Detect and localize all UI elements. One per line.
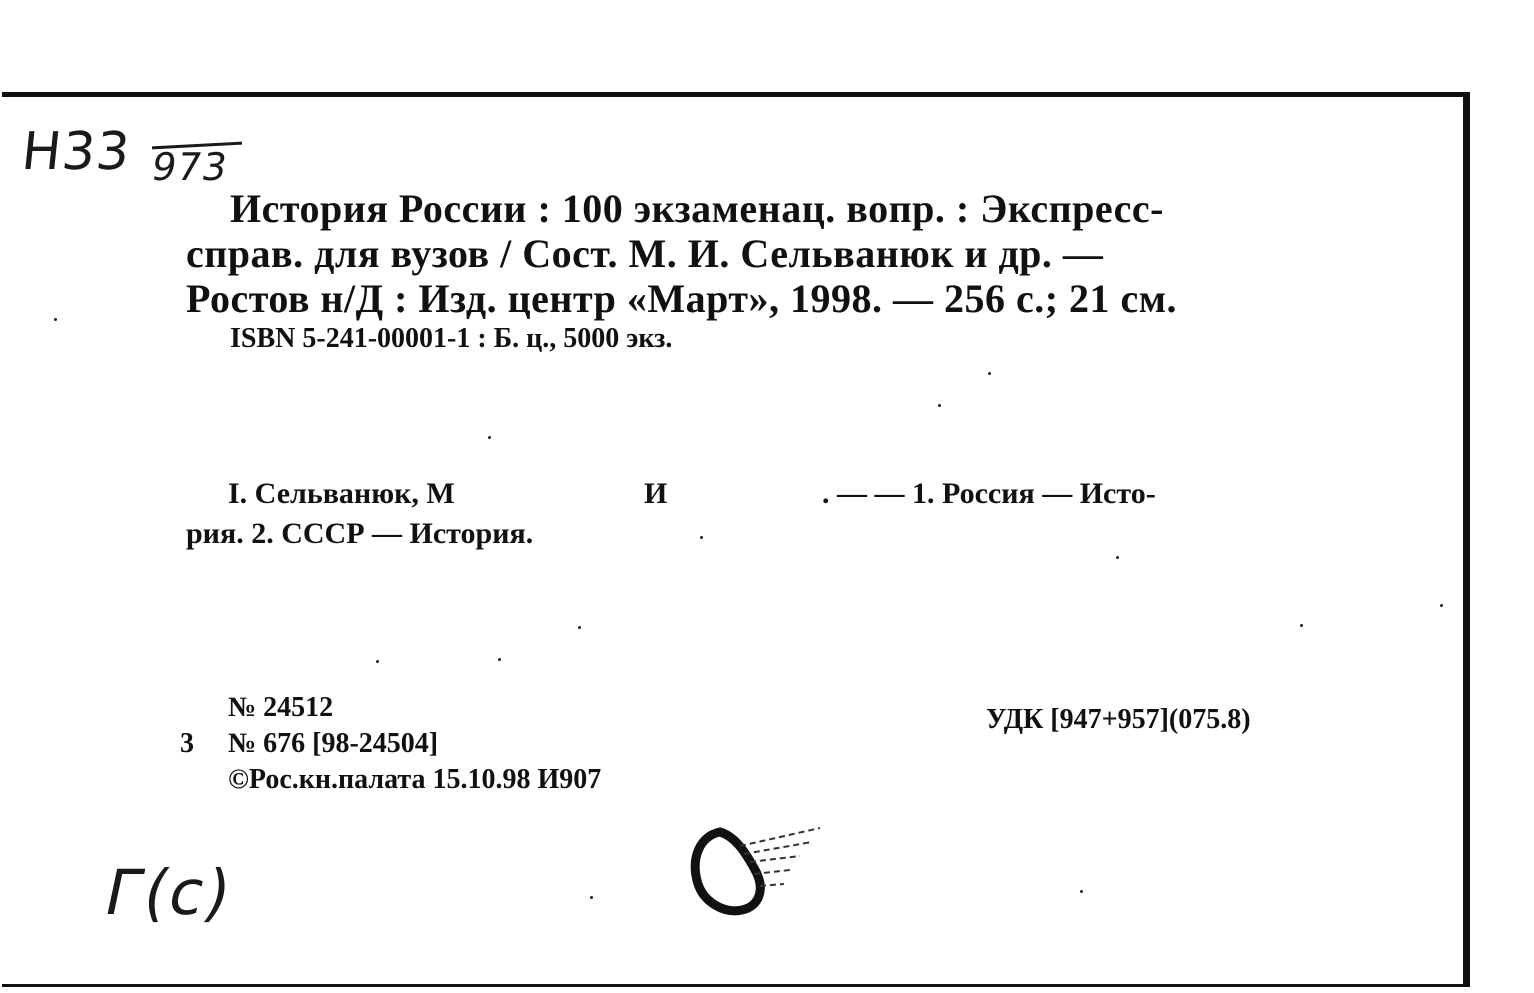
speck (1080, 890, 1083, 893)
speck (54, 318, 57, 321)
speck (590, 896, 593, 899)
subject-initial: И (644, 477, 668, 510)
ink-scribble-icon (680, 818, 830, 928)
speck (376, 660, 379, 663)
isbn-line: ISBN 5-241-00001-1 : Б. ц., 5000 экз. (230, 323, 673, 354)
speck (938, 404, 941, 407)
subject-author: I. Сельванюк, М (228, 477, 455, 510)
speck (1116, 556, 1119, 559)
entry-line-1: История России : 100 экзаменац. вопр. : Экспресс- (230, 186, 1164, 231)
speck (578, 626, 581, 629)
bibliographic-entry (186, 186, 1326, 321)
registration-numbers (180, 690, 601, 798)
speck (1300, 624, 1303, 627)
speck (498, 658, 501, 661)
entry-line-3: Ростов н/Д : Изд. центр «Март», 1998. — 256 с.; 21 см. (186, 276, 1178, 321)
shelf-mark: Н33 (18, 122, 134, 182)
subject-topic-2: рия. 2. СССР — История. (186, 517, 534, 550)
speck (988, 372, 991, 375)
chamber-copyright: ©Рос.кн.палата 15.10.98 И907 (228, 764, 602, 795)
speck (700, 536, 703, 539)
shelf-number: 973 (148, 145, 232, 189)
speck (488, 436, 491, 439)
entry-line-2: справ. для вузов / Сост. М. И. Сельванюк и др. — (186, 231, 1104, 276)
udk-code: УДК [947+957](075.8) (986, 704, 1251, 735)
speck (1440, 604, 1443, 607)
handwritten-mark: Г(с) (98, 856, 239, 929)
order-number: № 676 [98-24504] (228, 728, 439, 759)
order-lead: 3 (180, 728, 194, 759)
subject-headings (186, 474, 1326, 554)
registration-number: № 24512 (228, 692, 334, 723)
subject-topic-1: . — — 1. Россия — Исто- (822, 477, 1156, 510)
